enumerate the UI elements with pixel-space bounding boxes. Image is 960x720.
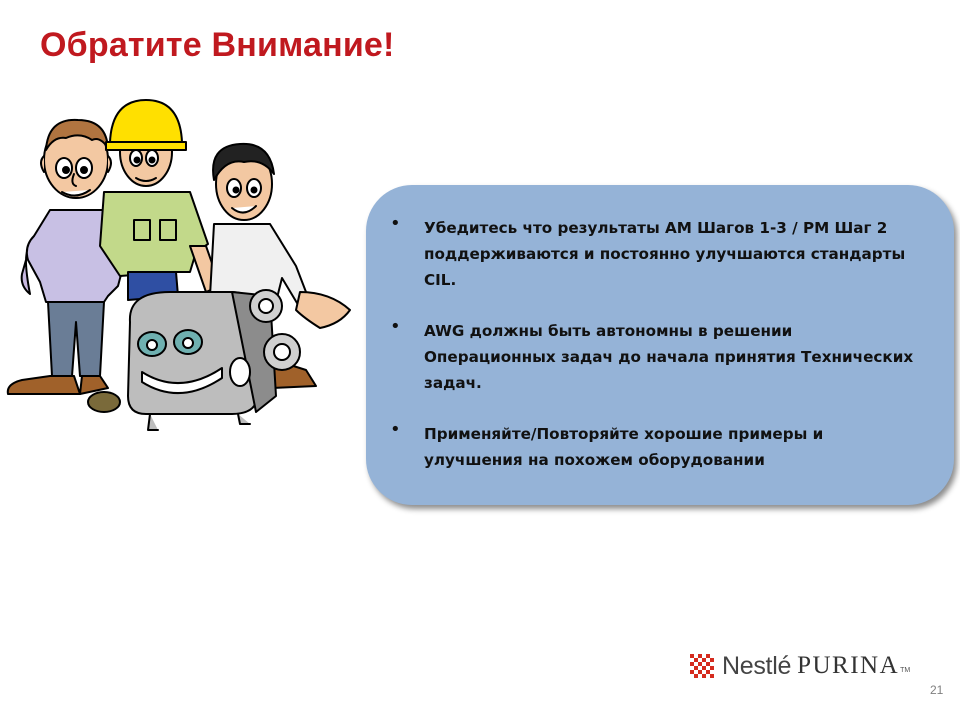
nestle-purina-logo [690, 652, 920, 680]
logo-purina-text: PURINA [797, 652, 900, 679]
logo-nestle-text: Nestlé [722, 651, 792, 680]
middle-worker-figure [100, 100, 220, 300]
logo-trademark: TM [900, 667, 911, 674]
key-points-callout [366, 185, 954, 505]
purina-checkerboard-icon [690, 654, 714, 678]
bullet-item [390, 215, 924, 293]
bullet-list [390, 215, 924, 473]
bullet-text: Убедитесь что результаты АМ Шагов 1-3 / PM Шаг 2 поддерживаются и постоянно улучшаются стандарты CIL. [424, 219, 906, 289]
workers-with-machine-illustration [0, 96, 360, 436]
bullet-marker: • [390, 213, 401, 234]
page-title: Обратите Внимание! [40, 26, 395, 64]
bullet-item [390, 421, 924, 473]
bullet-marker: • [390, 316, 401, 337]
page-number: 21 [930, 683, 944, 697]
cartoon-machine-figure [88, 290, 300, 430]
bullet-marker: • [390, 419, 401, 440]
bullet-text: Применяйте/Повторяйте хорошие примеры и улучшения на похожем оборудовании [424, 425, 824, 469]
bullet-item [390, 318, 924, 396]
bullet-text: AWG должны быть автономны в решении Операционных задач до начала принятия Технических задач. [424, 322, 914, 392]
